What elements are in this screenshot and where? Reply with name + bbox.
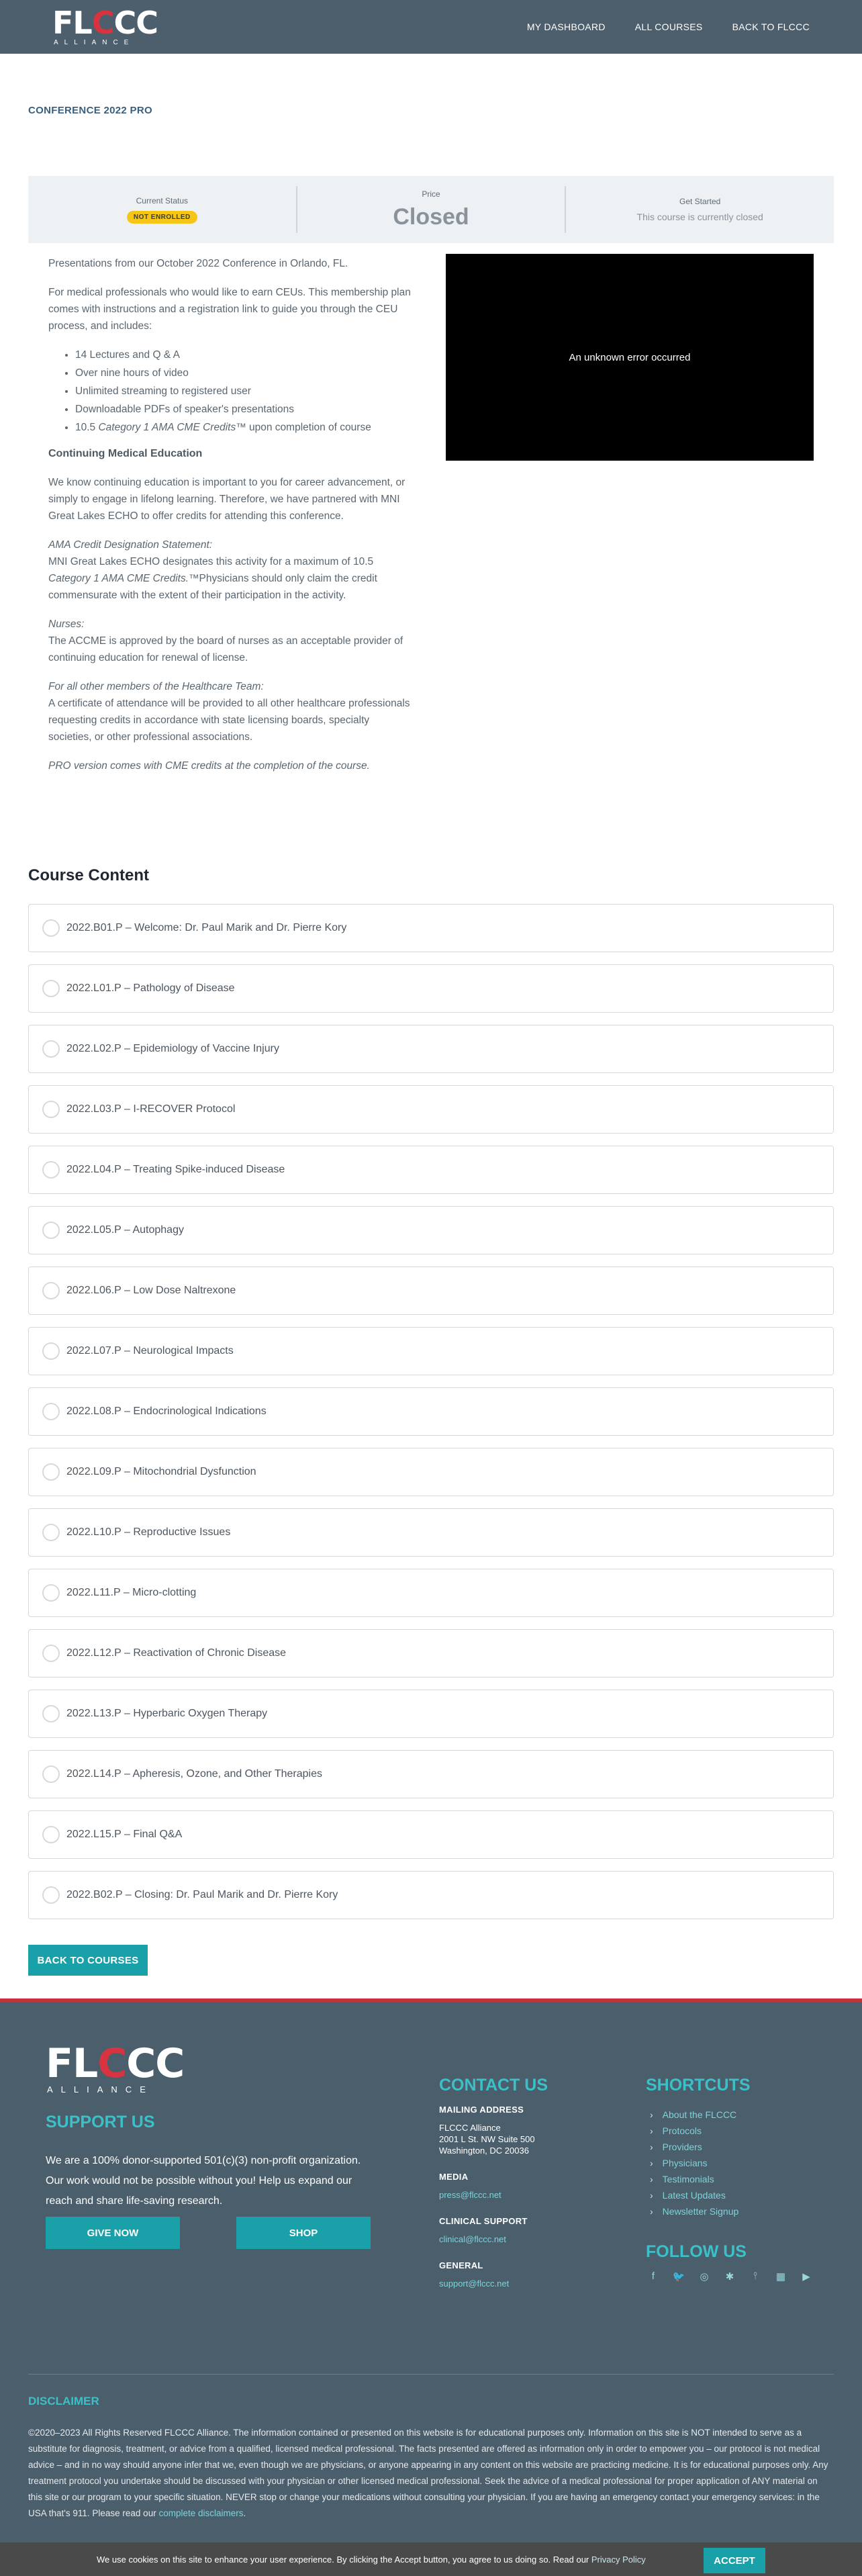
clinical-label: CLINICAL SUPPORT [439, 2216, 528, 2226]
lesson-title: 2022.B02.P – Closing: Dr. Paul Marik and Dr. Pierre Kory [66, 1889, 338, 1900]
nav-all-courses[interactable]: ALL COURSES [634, 21, 703, 32]
back-to-courses-button[interactable]: BACK TO COURSES [28, 1945, 148, 1976]
lesson-item[interactable] [28, 1206, 834, 1254]
lesson-list [28, 904, 834, 1931]
shortcuts-list [650, 2107, 738, 2219]
lesson-title: 2022.L14.P – Apheresis, Ozone, and Other Therapies [66, 1768, 322, 1780]
list-item: • Over nine hours of video [75, 365, 411, 381]
lesson-title: 2022.L15.P – Final Q&A [66, 1829, 183, 1840]
video-player[interactable] [446, 254, 814, 461]
disclaimer-text: ©2020–2023 All Rights Reserved FLCCC Alliance. The information contained or presented on this website is for educational purposes only. Information on this site is NOT intended to serve as a substitute for diagnosis, treatment, or advice from a qualified, licensed medical professional. The facts presented are offered as information only in order to empower you – our protocol is not medical advice – and in no way should anyone infer that we, even though we are physicians, or anyone appearing in any content on this website are practicing medicine. It is for educational purposes only. Any treatment protocol you undertake should be discussed with your physician or other licensed medical professional. Seek the advice of a medical professional for proper application of ANY material on this site or our program to your specific situation. NEVER stop or change your medications without consulting your physician. If you are having an emergency contact your emergency services: in the USA that's 911. Please read our complete disclaimers. [28, 2428, 828, 2518]
lesson-status-circle-icon [42, 1765, 60, 1783]
lesson-status-circle-icon [42, 1886, 60, 1904]
complete-disclaimers-link[interactable]: complete disclaimers [158, 2508, 244, 2518]
nurses-title: Nurses: [48, 618, 85, 630]
privacy-policy-link[interactable]: Privacy Policy [591, 2554, 646, 2565]
price-status [296, 186, 565, 233]
address-line: FLCCC Alliance [439, 2123, 501, 2133]
main-nav [527, 21, 810, 32]
mailing-label: MAILING ADDRESS [439, 2105, 524, 2115]
facebook-icon[interactable]: f [651, 2270, 655, 2282]
site-footer [0, 1998, 862, 2576]
lesson-status-circle-icon [42, 1282, 60, 1299]
current-status [28, 186, 296, 233]
current-status-label: Current Status [136, 195, 189, 205]
lesson-status-circle-icon [42, 1161, 60, 1179]
shortcut-about[interactable]: › About the FLCCC [650, 2107, 738, 2123]
clinical-email-link[interactable]: clinical@flccc.net [439, 2234, 506, 2244]
get-started-label: Get Started [679, 197, 721, 206]
lesson-status-circle-icon [42, 1463, 60, 1481]
logo-wordmark: FLCCC [46, 2040, 185, 2087]
cookie-banner [0, 2542, 862, 2576]
social-icons [646, 2270, 814, 2283]
lesson-title: 2022.L10.P – Reproductive Issues [66, 1526, 231, 1538]
shop-button[interactable]: SHOP [236, 2217, 371, 2249]
lesson-status-circle-icon [42, 1040, 60, 1058]
others-statement: For all other members of the Healthcare Team: A certificate of attendance will be provided to all other healthcare professionals requesting credits in accordance with state licensing boards, specialty societies, or other professional associations. [48, 681, 410, 743]
lesson-item[interactable] [28, 964, 834, 1013]
lesson-title: 2022.B01.P – Welcome: Dr. Paul Marik and Dr. Pierre Kory [66, 922, 347, 933]
list-item: • 14 Lectures and Q & A [75, 347, 411, 363]
general-label: GENERAL [439, 2260, 483, 2270]
accept-cookies-button[interactable]: ACCEPT [704, 2548, 765, 2573]
includes-list [75, 347, 411, 436]
get-started-value: This course is currently closed [636, 212, 763, 222]
status-badge: NOT ENROLLED [127, 211, 197, 224]
intro-paragraph: Presentations from our October 2022 Conference in Orlando, FL. [48, 258, 348, 269]
address-line: 2001 L St. NW Suite 500 [439, 2134, 535, 2144]
ceu-paragraph: For medical professionals who would like to earn CEUs. This membership plan comes with instructions and a registration link to guide you through the CEU process, and includes: [48, 287, 411, 332]
others-title: For all other members of the Healthcare Team: [48, 681, 264, 692]
lesson-status-circle-icon [42, 1222, 60, 1239]
contact-info [439, 2104, 614, 2304]
lesson-status-circle-icon [42, 919, 60, 937]
lesson-title: 2022.L04.P – Treating Spike-induced Disease [66, 1164, 285, 1175]
video-error-message: An unknown error occurred [569, 351, 691, 363]
shortcut-newsletter[interactable]: › Newsletter Signup [650, 2203, 738, 2219]
lesson-status-circle-icon [42, 1524, 60, 1541]
lesson-item[interactable] [28, 1267, 834, 1315]
lesson-status-circle-icon [42, 980, 60, 997]
shortcut-providers[interactable]: › Providers [650, 2139, 738, 2155]
contact-title: CONTACT US [439, 2076, 548, 2095]
cme-paragraph: We know continuing education is important to you for career advancement, or simply to engage in lifelong learning. Therefore, we have partnered with MNI Great Lakes ECHO to offer credits for attending this conference. [48, 477, 405, 522]
lesson-status-circle-icon [42, 1705, 60, 1722]
shortcuts-title: SHORTCUTS [646, 2076, 751, 2095]
list-item: • Downloadable PDFs of speaker's presentations [75, 401, 411, 418]
general-email-link[interactable]: support@flccc.net [439, 2279, 510, 2289]
lesson-title: 2022.L07.P – Neurological Impacts [66, 1345, 234, 1356]
lesson-title: 2022.L13.P – Hyperbaric Oxygen Therapy [66, 1708, 268, 1719]
twitter-icon[interactable]: 🐦 [672, 2271, 685, 2283]
lesson-item[interactable] [28, 1690, 834, 1738]
logo-subtitle: ALLIANCE [54, 39, 135, 46]
lesson-status-circle-icon [42, 1645, 60, 1662]
disclaimer-title: DISCLAIMER [28, 2395, 99, 2407]
support-title: SUPPORT US [46, 2113, 155, 2131]
lesson-item[interactable] [28, 1629, 834, 1677]
course-content-title: Course Content [28, 866, 149, 884]
lesson-item[interactable] [28, 1146, 834, 1194]
flccc-logo[interactable] [52, 7, 158, 46]
get-started-status [565, 186, 834, 233]
address-line: Washington, DC 20036 [439, 2146, 529, 2156]
nurses-statement: Nurses: The ACCME is approved by the board of nurses as an acceptable provider of continuing education for renewal of license. [48, 618, 403, 663]
logo-wordmark: FLCCC [52, 5, 158, 41]
lesson-title: 2022.L09.P – Mitochondrial Dysfunction [66, 1466, 256, 1477]
lesson-status-circle-icon [42, 1826, 60, 1843]
cookie-text: We use cookies on this site to enhance your user experience. By clicking the Accept button, you agree to us doing so. Read our Privacy Policy [97, 2554, 646, 2565]
lesson-item[interactable] [28, 904, 834, 952]
play-icon[interactable]: ▶ [802, 2271, 810, 2283]
shortcut-testimonials[interactable]: › Testimonials [650, 2171, 738, 2187]
ama-title: AMA Credit Designation Statement: [48, 539, 213, 551]
lesson-item[interactable] [28, 1085, 834, 1134]
course-description [48, 255, 411, 786]
lesson-title: 2022.L02.P – Epidemiology of Vaccine Injury [66, 1043, 279, 1054]
lesson-title: 2022.L06.P – Low Dose Naltrexone [66, 1285, 236, 1296]
shortcut-latest-updates[interactable]: › Latest Updates [650, 2187, 738, 2203]
lesson-item[interactable] [28, 1327, 834, 1375]
footer-divider [28, 2374, 834, 2375]
lesson-item[interactable] [28, 1508, 834, 1557]
site-header [0, 0, 862, 54]
lesson-item[interactable] [28, 1810, 834, 1859]
lesson-title: 2022.L03.P – I-RECOVER Protocol [66, 1103, 236, 1115]
shortcut-physicians[interactable]: › Physicians [650, 2155, 738, 2171]
lesson-status-circle-icon [42, 1584, 60, 1602]
lesson-title: 2022.L12.P – Reactivation of Chronic Disease [66, 1647, 287, 1659]
lesson-item[interactable] [28, 1569, 834, 1617]
lesson-item[interactable] [28, 1387, 834, 1436]
course-status-bar [28, 176, 834, 243]
nav-my-dashboard[interactable]: MY DASHBOARD [526, 21, 606, 32]
cme-heading: Continuing Medical Education [48, 448, 203, 459]
media-label: MEDIA [439, 2172, 469, 2182]
support-text: We are a 100% donor-supported 501(c)(3) non-profit organization. Our work would not be possible without you! Help us expand our reach and share life-saving research. [46, 2155, 361, 2207]
lesson-status-circle-icon [42, 1403, 60, 1420]
lesson-item[interactable] [28, 1750, 834, 1798]
list-item: • 10.5 Category 1 AMA CME Credits™ upon completion of course [75, 419, 411, 436]
follow-title: FOLLOW US [646, 2242, 747, 2261]
give-now-button[interactable]: GIVE NOW [46, 2217, 180, 2249]
lesson-status-circle-icon [42, 1101, 60, 1118]
lesson-title: 2022.L01.P – Pathology of Disease [66, 982, 235, 994]
ama-statement: AMA Credit Designation Statement: MNI Great Lakes ECHO designates this activity for a maximum of 10.5 Category 1 AMA CME Credits.™Physicians should only claim the credit commensurate with the extent of their participation in the activity. [48, 539, 377, 601]
price-label: Price [422, 189, 440, 199]
lesson-status-circle-icon [42, 1342, 60, 1360]
shortcut-protocols[interactable]: › Protocols [650, 2123, 738, 2139]
lesson-item[interactable] [28, 1448, 834, 1496]
nav-back-to-flccc[interactable]: BACK TO FLCCC [732, 21, 810, 32]
page-title: CONFERENCE 2022 PRO [28, 105, 152, 116]
lesson-title: 2022.L08.P – Endocrinological Indications [66, 1406, 267, 1417]
lesson-title: 2022.L11.P – Micro-clotting [66, 1587, 197, 1598]
pro-note: PRO version comes with CME credits at the completion of the course. [48, 760, 370, 772]
list-item: • Unlimited streaming to registered user [75, 383, 411, 400]
footer-flccc-logo[interactable] [46, 2040, 185, 2095]
lesson-item[interactable] [28, 1871, 834, 1919]
instagram-icon[interactable]: ◎ [700, 2271, 709, 2283]
network-icon[interactable]: ✱ [725, 2271, 734, 2283]
lesson-item[interactable] [28, 1025, 834, 1073]
lesson-title: 2022.L05.P – Autophagy [66, 1224, 184, 1236]
media-email-link[interactable]: press@flccc.net [439, 2190, 501, 2200]
linktree-icon[interactable]: ⫯ [753, 2270, 758, 2282]
price-value: Closed [393, 203, 469, 230]
logo-subtitle: ALLIANCE [47, 2084, 154, 2095]
video-icon[interactable]: ▦ [775, 2271, 786, 2283]
